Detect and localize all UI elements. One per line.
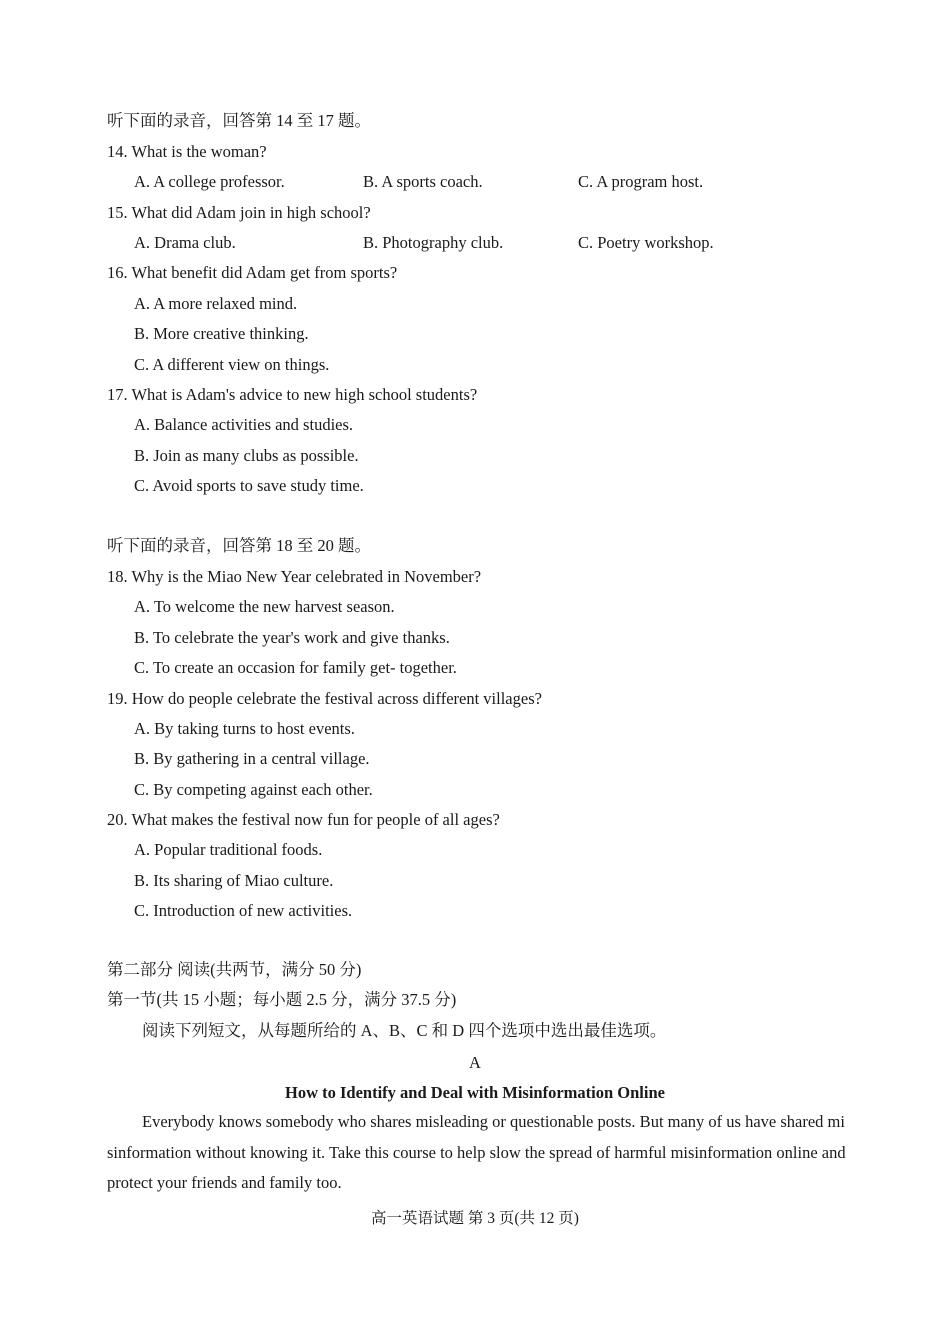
reading-part-title: 第二部分 阅读(共两节，满分 50 分) [107,960,362,979]
option-15-b: B. Photography club. [363,233,504,252]
passage-title: How to Identify and Deal with Misinformation Online [285,1083,665,1102]
question-18: 18. Why is the Miao New Year celebrated in November? [107,567,482,586]
question-14: 14. What is the woman? [107,142,267,161]
option-20-a: A. Popular traditional foods. [134,840,323,859]
question-20: 20. What makes the festival now fun for people of all ages? [107,810,500,829]
option-14-c: C. A program host. [578,172,704,191]
option-18-b: B. To celebrate the year's work and give thanks. [134,628,450,647]
option-17-b: B. Join as many clubs as possible. [134,446,359,465]
passage-text: Everybody knows somebody who shares misleading or questionable posts. But many of us have shared misinformation without knowing it. Take this course to help slow the spread of harmful misinformation online and protect your friends and family too. [107,1112,846,1192]
option-17-c: C. Avoid sports to save study time. [134,476,364,495]
option-17-a: A. Balance activities and studies. [134,415,354,434]
option-16-a: A. A more relaxed mind. [134,294,298,313]
option-19-c: C. By competing against each other. [134,780,373,799]
question-15: 15. What did Adam join in high school? [107,203,371,222]
reading-section-title: 第一节(共 15 小题；每小题 2.5 分，满分 37.5 分) [107,990,457,1009]
question-17: 17. What is Adam's advice to new high school students? [107,385,478,404]
options-row-15 [134,232,834,254]
section-intro-18-20: 听下面的录音，回答第 18 至 20 题。 [107,536,371,555]
page-footer: 高一英语试题 第 3 页(共 12 页) [371,1210,579,1227]
option-16-c: C. A different view on things. [134,355,330,374]
option-18-a: A. To welcome the new harvest season. [134,597,395,616]
option-20-b: B. Its sharing of Miao culture. [134,871,334,890]
option-19-b: B. By gathering in a central village. [134,749,370,768]
option-15-c: C. Poetry workshop. [578,233,714,252]
question-19: 19. How do people celebrate the festival across different villages? [107,689,542,708]
option-14-b: B. A sports coach. [363,172,483,191]
question-16: 16. What benefit did Adam get from sports? [107,263,398,282]
option-14-a: A. A college professor. [134,172,285,191]
option-19-a: A. By taking turns to host events. [134,719,355,738]
section-intro-14-17: 听下面的录音，回答第 14 至 17 题。 [107,111,371,130]
option-18-c: C. To create an occasion for family get- together. [134,658,457,677]
option-20-c: C. Introduction of new activities. [134,901,353,920]
option-16-b: B. More creative thinking. [134,324,309,343]
option-15-a: A. Drama club. [134,233,236,252]
reading-instruction: 阅读下列短文，从每题所给的 A、B、C 和 D 四个选项中选出最佳选项。 [142,1021,667,1040]
options-row-14 [134,171,834,193]
passage-label: A [469,1053,481,1072]
